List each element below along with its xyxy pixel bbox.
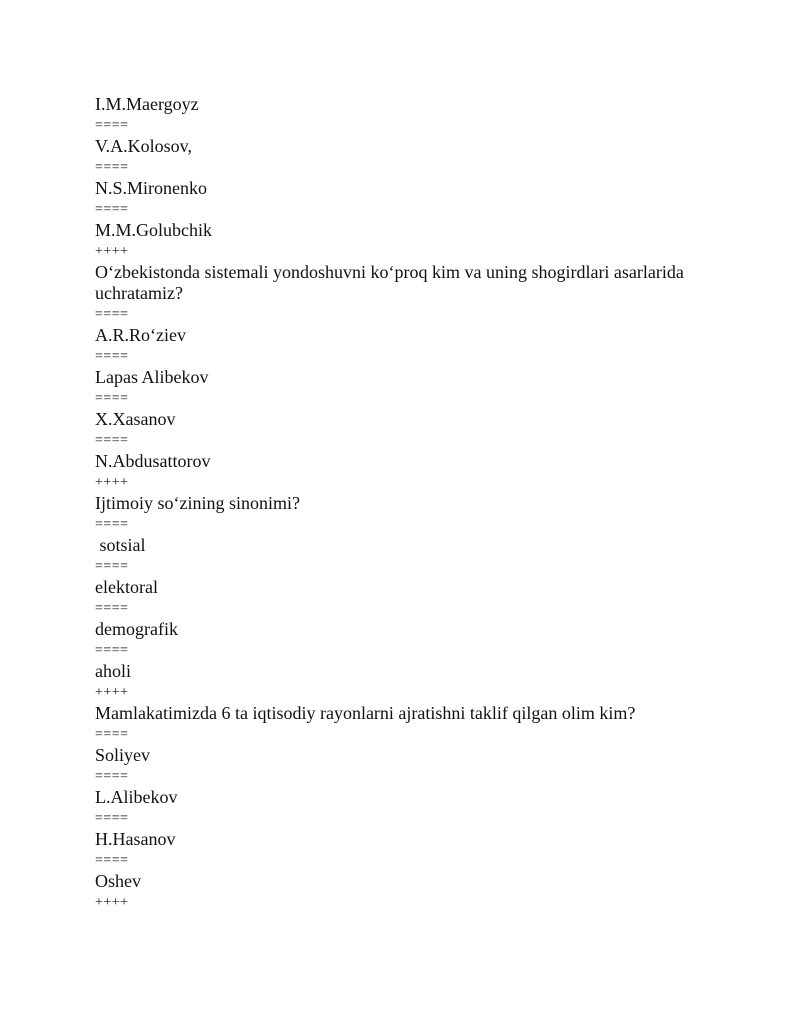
separator: ==== <box>95 391 129 406</box>
separator: ==== <box>95 643 129 658</box>
separator: ==== <box>95 853 129 868</box>
answer-option: V.A.Kolosov, <box>95 136 193 156</box>
answer-option: sotsial <box>95 535 146 555</box>
separator: ==== <box>95 517 129 532</box>
question-separator: ++++ <box>95 685 129 700</box>
separator: ==== <box>95 118 129 133</box>
answer-option: H.Hasanov <box>95 829 176 849</box>
separator: ==== <box>95 769 129 784</box>
question-separator: ++++ <box>95 895 129 910</box>
question-text: Ijtimoiy so‘zining sinonimi? <box>95 493 300 513</box>
answer-option: M.M.Golubchik <box>95 220 212 240</box>
separator: ==== <box>95 727 129 742</box>
answer-option: aholi <box>95 661 131 681</box>
question-separator: ++++ <box>95 244 129 259</box>
answer-option: Oshev <box>95 871 141 891</box>
separator: ==== <box>95 202 129 217</box>
separator: ==== <box>95 307 129 322</box>
separator: ==== <box>95 160 129 175</box>
separator: ==== <box>95 601 129 616</box>
answer-option: Lapas Alibekov <box>95 367 209 387</box>
document-page <box>95 94 735 913</box>
answer-option: Soliyev <box>95 745 151 765</box>
answer-option: N.S.Mironenko <box>95 178 207 198</box>
answer-option: elektoral <box>95 577 158 597</box>
separator: ==== <box>95 559 129 574</box>
question-text: O‘zbekistonda sistemali yondoshuvni ko‘proq kim va uning shogirdlari asarlarida uchratamiz? <box>95 262 684 303</box>
separator: ==== <box>95 433 129 448</box>
answer-option: N.Abdusattorov <box>95 451 211 471</box>
answer-option: L.Alibekov <box>95 787 178 807</box>
question-text: Mamlakatimizda 6 ta iqtisodiy rayonlarni ajratishni taklif qilgan olim kim? <box>95 703 636 723</box>
answer-option: A.R.Ro‘ziev <box>95 325 186 345</box>
question-separator: ++++ <box>95 475 129 490</box>
answer-option: X.Xasanov <box>95 409 176 429</box>
separator: ==== <box>95 811 129 826</box>
separator: ==== <box>95 349 129 364</box>
answer-option: I.M.Maergoyz <box>95 94 199 114</box>
answer-option: demografik <box>95 619 178 639</box>
